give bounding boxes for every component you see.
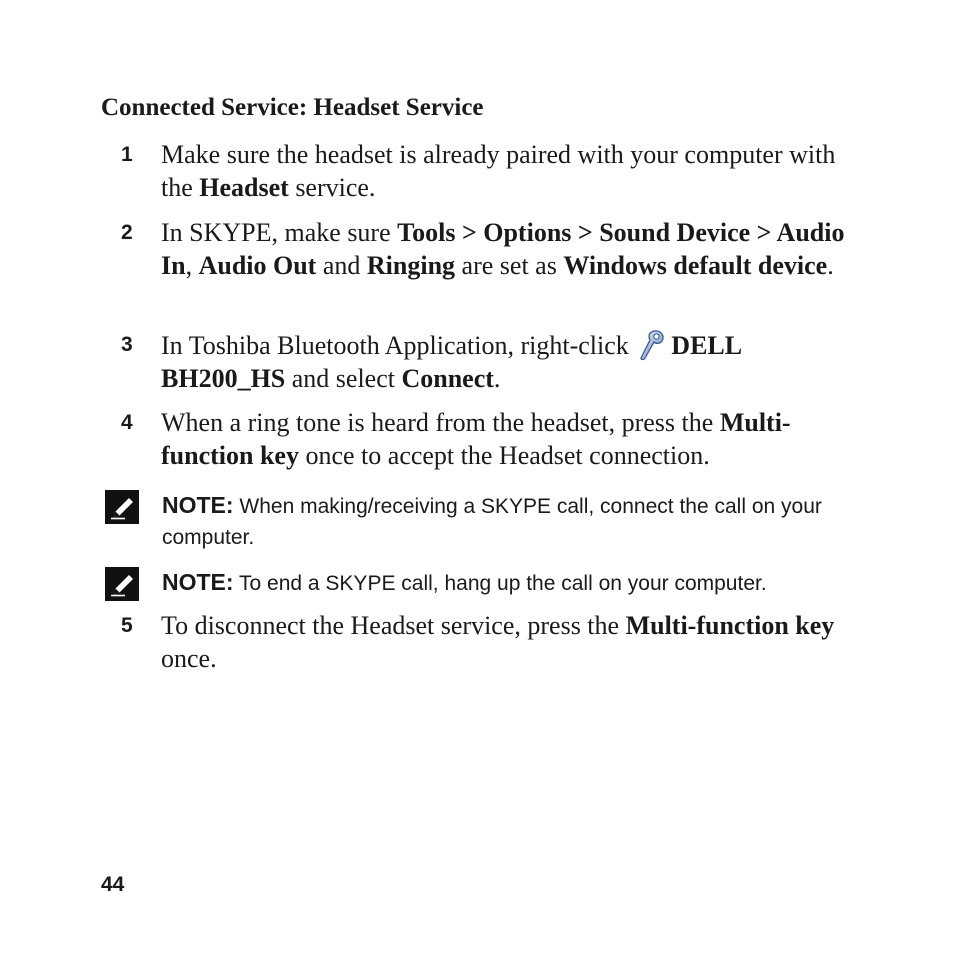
step-bold-run: Windows default device: [563, 251, 828, 280]
step-text-run: When a ring tone is heard from the headset, press the: [161, 408, 720, 437]
step-number: 5: [121, 614, 133, 637]
step-text: [161, 406, 861, 472]
step-text-run: and: [316, 251, 367, 280]
step-text: [161, 216, 861, 282]
note-label: NOTE:: [162, 569, 234, 595]
note-text: [162, 490, 842, 553]
section-heading: Connected Service: Headset Service: [101, 94, 484, 121]
note-pencil-icon: [105, 490, 139, 524]
step-number: 3: [121, 333, 133, 356]
note-body: When making/receiving a SKYPE call, connect the call on your computer.: [162, 495, 822, 549]
step-text: [161, 328, 861, 395]
step-bold-run: Multi-function key: [625, 611, 835, 640]
step-text-run: and select: [285, 364, 402, 393]
step-number: 4: [121, 411, 133, 434]
step-text-run: .: [493, 364, 501, 393]
step-text-run: service.: [288, 173, 376, 202]
note-body: To end a SKYPE call, hang up the call on your computer.: [233, 572, 767, 595]
step-bold-run: Ringing: [366, 251, 456, 280]
note-text: [162, 567, 842, 599]
step-text-run: are set as: [455, 251, 564, 280]
step-bold-run: DELL BH200_HS: [161, 331, 741, 393]
step-bold-run: Headset: [199, 173, 289, 202]
step-text-run: To disconnect the Headset service, press the: [161, 611, 626, 640]
note-pencil-icon: [105, 567, 139, 601]
step-text-run: once.: [161, 644, 217, 673]
step-text: [161, 138, 861, 204]
step-bold-run: Multi-function key: [161, 408, 791, 470]
step-text-run: .: [827, 251, 834, 280]
page-number: 44: [101, 873, 125, 896]
step-bold-run: Connect: [401, 364, 494, 393]
step-text-run: Make sure the headset is already paired with your computer with the: [161, 140, 836, 202]
step-text-run: In SKYPE, make sure: [161, 218, 398, 247]
step-text-run: once to accept the Headset connection.: [298, 441, 710, 470]
step-text: [161, 609, 861, 675]
step-bold-run: Audio Out: [198, 251, 317, 280]
step-text-run: In Toshiba Bluetooth Application, right-click: [161, 331, 636, 360]
step-number: 1: [121, 143, 133, 166]
step-text-run: ,: [185, 251, 199, 280]
step-number: 2: [121, 221, 133, 244]
note-label: NOTE:: [162, 492, 234, 518]
bluetooth-headset-icon: [637, 328, 667, 362]
step-bold-run: Tools > Options > Sound Device > Audio In: [161, 218, 845, 280]
